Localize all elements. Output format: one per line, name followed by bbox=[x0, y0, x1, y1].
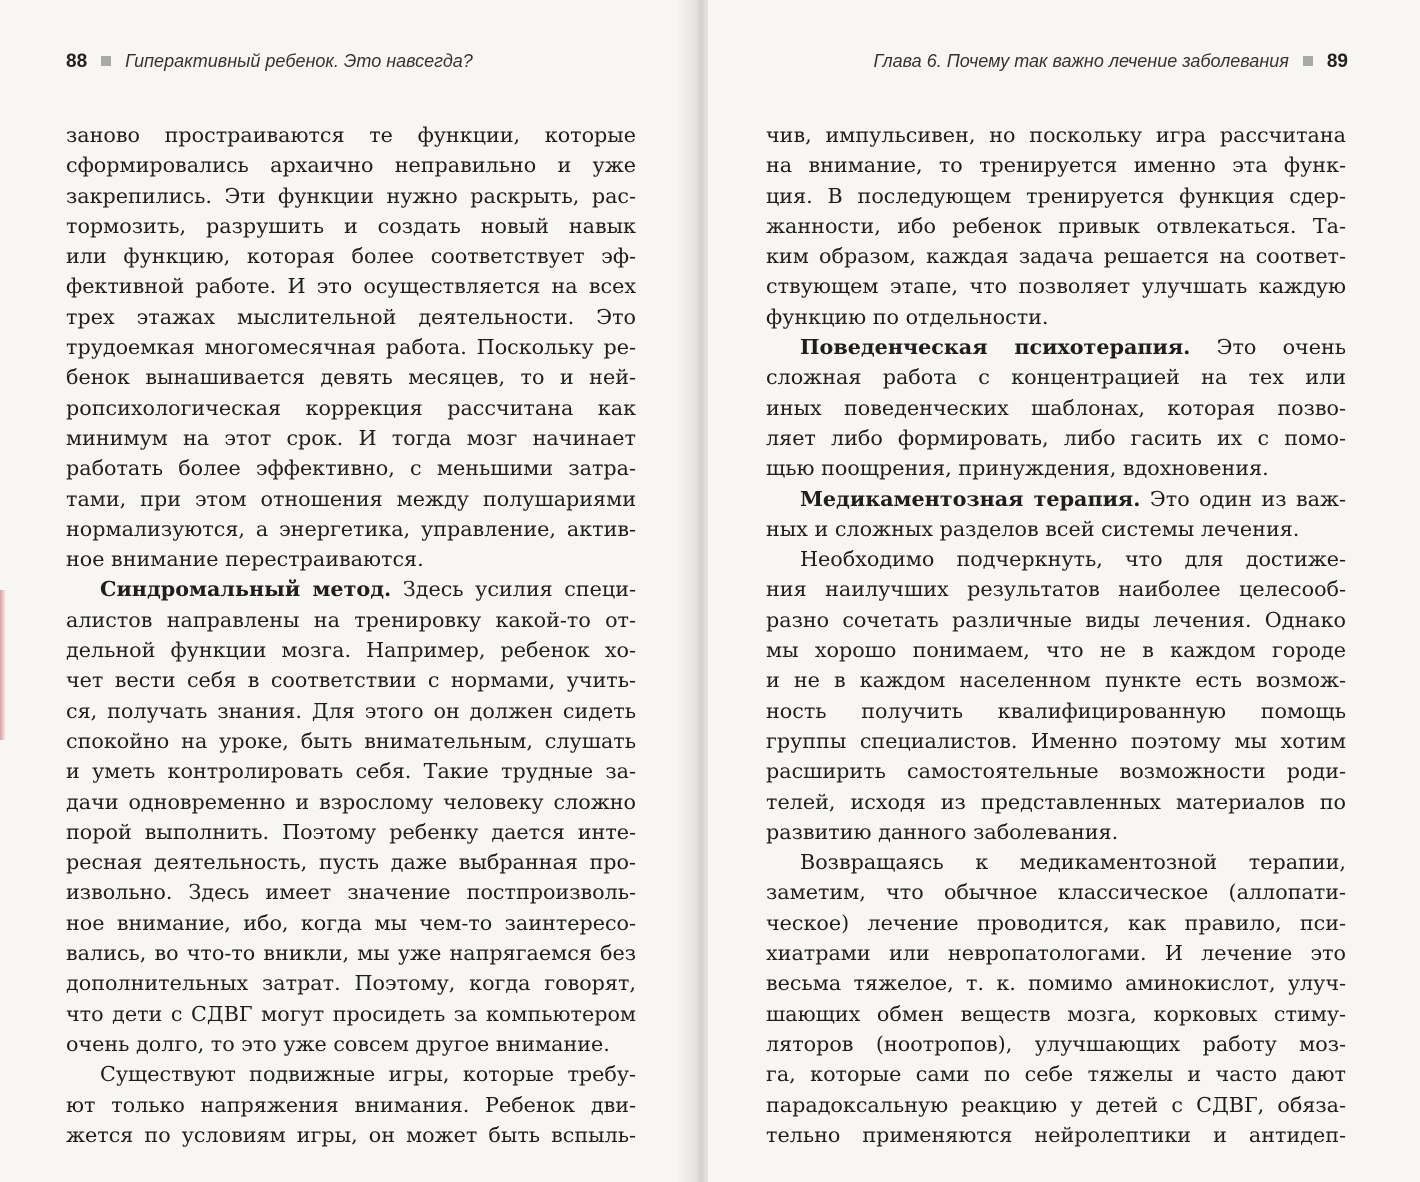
line-text: сложная работа с концентрацией на тех или bbox=[766, 365, 1346, 390]
line-text: телей, исходя из представленных материалов по bbox=[766, 789, 1346, 814]
text-line bbox=[66, 756, 636, 786]
line-text: или функцию, которая более соответствует эф- bbox=[66, 244, 636, 269]
line-text: ствующем этапе, что позволяет улучшать каждую bbox=[766, 274, 1346, 299]
text-line bbox=[66, 605, 636, 635]
text-line bbox=[66, 423, 636, 453]
paragraph-heading: Синдромальный метод. bbox=[100, 577, 392, 602]
text-line bbox=[66, 847, 636, 877]
line-text: фективной работе. И это осуществляется на всех bbox=[66, 274, 636, 299]
line-text: вались, во что-то вникли, мы уже напрягаемся без bbox=[66, 941, 636, 966]
line-text: ресная деятельность, пусть даже выбранная про- bbox=[66, 850, 636, 875]
text-line bbox=[766, 1059, 1346, 1089]
line-text: алистов направлены на тренировку какой-то от- bbox=[66, 607, 636, 632]
text-line bbox=[66, 726, 636, 756]
line-text: работать более эффективно, с меньшими затра- bbox=[66, 456, 636, 481]
text-line bbox=[766, 696, 1346, 726]
line-text: ляет либо формировать, либо гасить их с помо- bbox=[766, 425, 1346, 450]
line-text: чив, импульсивен, но поскольку игра рассчитана bbox=[766, 123, 1346, 147]
line-text: дополнительных затрат. Поэтому, когда говорят, bbox=[66, 971, 636, 996]
line-text: дельной функции мозга. Например, ребенок хо- bbox=[66, 638, 636, 663]
line-text: чет вести себя в соответствии с нормами, учить- bbox=[66, 668, 636, 693]
line-text: бенок вынашивается девять месяцев, то и ней- bbox=[66, 365, 636, 390]
line-text: га, которые сами по себе тяжелы и часто дают bbox=[766, 1062, 1346, 1087]
line-text: закрепились. Эти функции нужно раскрыть, рас- bbox=[66, 183, 636, 208]
line-text: ким образом, каждая задача решается на соответ- bbox=[766, 244, 1346, 269]
text-line bbox=[66, 696, 636, 726]
line-text: на внимание, то тренируется именно эта функ- bbox=[766, 153, 1346, 178]
text-line bbox=[766, 453, 1346, 483]
line-text: ния наилучших результатов наиболее целесооб- bbox=[766, 577, 1346, 602]
text-line bbox=[766, 1090, 1346, 1120]
text-line bbox=[766, 362, 1346, 392]
text-line bbox=[66, 211, 636, 241]
text-line bbox=[766, 150, 1346, 180]
text-line bbox=[66, 484, 636, 514]
header-square-icon bbox=[1303, 56, 1313, 66]
text-line bbox=[66, 635, 636, 665]
text-line bbox=[66, 968, 636, 998]
line-text: хиатрами или невропатологами. И лечение это bbox=[766, 941, 1346, 966]
text-line bbox=[766, 938, 1346, 968]
right-page-number: 89 bbox=[1326, 51, 1348, 72]
left-running-title: Гиперактивный ребенок. Это навсегда? bbox=[125, 51, 473, 71]
line-text: спокойно на уроке, быть внимательным, слушать bbox=[66, 728, 636, 753]
line-text: жанности, ибо ребенок привык отвлекаться. Та- bbox=[766, 213, 1346, 238]
text-line bbox=[766, 635, 1346, 665]
text-line bbox=[766, 241, 1346, 271]
left-page-number: 88 bbox=[66, 51, 88, 72]
line-text: трех этажах мыслительной деятельности. Это bbox=[66, 304, 636, 329]
line-text: дачи одновременно и взрослому человеку сложно bbox=[66, 789, 636, 814]
text-line bbox=[66, 1090, 636, 1120]
text-line bbox=[66, 1120, 636, 1150]
text-line bbox=[766, 211, 1346, 241]
text-line bbox=[766, 181, 1346, 211]
line-text: ческое) лечение проводится, как правило, пси- bbox=[766, 910, 1346, 935]
line-text: и уметь контролировать себя. Такие трудные за- bbox=[66, 759, 636, 784]
line-text: Это один из важ- bbox=[1140, 486, 1346, 511]
line-text: ропсихологическая коррекция рассчитана как bbox=[66, 395, 636, 420]
line-text: разно сочетать различные виды лечения. Однако bbox=[766, 607, 1346, 632]
text-line bbox=[66, 908, 636, 938]
line-text: ность получить квалифицированную помощь bbox=[766, 698, 1346, 723]
text-line bbox=[66, 362, 636, 392]
text-line bbox=[66, 999, 636, 1029]
text-line bbox=[766, 817, 1346, 847]
line-text: и не в каждом населенном пункте есть возмож- bbox=[766, 668, 1346, 693]
line-text: Это очень bbox=[1190, 335, 1346, 360]
text-line bbox=[66, 1059, 636, 1089]
line-text: нормализуются, а энергетика, управление, актив- bbox=[66, 516, 636, 541]
text-line bbox=[66, 1029, 636, 1059]
line-text: мы хорошо понимаем, что не в каждом городе bbox=[766, 638, 1346, 663]
text-line bbox=[66, 150, 636, 180]
text-line bbox=[766, 1029, 1346, 1059]
line-text: порой выполнить. Поэтому ребенку дается инте- bbox=[66, 819, 636, 844]
line-text: что дети с СДВГ могут просидеть за компьютером bbox=[66, 1001, 636, 1026]
text-line bbox=[66, 787, 636, 817]
line-text: развитию данного заболевания. bbox=[766, 819, 1119, 844]
line-text: сформировались архаично неправильно и уже bbox=[66, 153, 636, 178]
text-line bbox=[66, 665, 636, 695]
line-text: щью поощрения, принуждения, вдохновения. bbox=[766, 456, 1269, 481]
line-text: заметим, что обычное классическое (аллопати- bbox=[766, 880, 1346, 905]
text-line bbox=[766, 574, 1346, 604]
text-line bbox=[66, 817, 636, 847]
text-line bbox=[66, 574, 636, 604]
text-line bbox=[766, 423, 1346, 453]
line-text: иных поведенческих шаблонах, которая позво- bbox=[766, 395, 1346, 420]
line-text: группы специалистов. Именно поэтому мы хотим bbox=[766, 728, 1346, 753]
text-line bbox=[766, 877, 1346, 907]
header-square-icon bbox=[101, 56, 111, 66]
text-line bbox=[766, 999, 1346, 1029]
line-text: ют только напряжения внимания. Ребенок дви- bbox=[66, 1092, 636, 1117]
text-line bbox=[66, 877, 636, 907]
line-text: ся, получать знания. Для этого он должен сидеть bbox=[66, 698, 636, 723]
line-text: Возвращаясь к медикаментозной терапии, bbox=[800, 850, 1346, 875]
line-text: тами, при этом отношения между полушариями bbox=[66, 486, 636, 511]
text-line bbox=[766, 484, 1346, 514]
line-text: Здесь усилия специ- bbox=[391, 577, 636, 602]
line-text: весьма тяжелое, т. к. помимо аминокислот, улуч- bbox=[766, 971, 1346, 996]
text-line bbox=[766, 968, 1346, 998]
text-line bbox=[766, 514, 1346, 544]
paragraph-heading: Медикаментозная терапия. bbox=[800, 486, 1141, 511]
line-text: ное внимание перестраиваются. bbox=[66, 547, 424, 572]
text-line bbox=[766, 1120, 1346, 1150]
text-line bbox=[766, 726, 1346, 756]
text-line bbox=[766, 787, 1346, 817]
right-running-title: Глава 6. Почему так важно лечение заболевания bbox=[873, 51, 1289, 71]
text-line bbox=[766, 271, 1346, 301]
line-text: трудоемкая многомесячная работа. Поскольку ре- bbox=[66, 335, 636, 360]
line-text: ных и сложных разделов всей системы лечения. bbox=[766, 516, 1300, 541]
right-body-text bbox=[766, 120, 1346, 1150]
line-text: функцию по отдельности. bbox=[766, 304, 1049, 329]
text-line bbox=[66, 120, 636, 150]
text-line bbox=[766, 605, 1346, 635]
line-text: ное внимание, ибо, когда мы чем-то заинтересо- bbox=[66, 910, 636, 935]
line-text: расширить самостоятельные возможности роди- bbox=[766, 759, 1346, 784]
text-line bbox=[766, 393, 1346, 423]
text-line bbox=[66, 332, 636, 362]
line-text: минимум на этот срок. И тогда мозг начинает bbox=[66, 425, 636, 450]
text-line bbox=[66, 938, 636, 968]
paragraph-heading: Поведенческая психотерапия. bbox=[800, 335, 1191, 360]
line-text: очень долго, то это уже совсем другое внимание. bbox=[66, 1031, 610, 1056]
text-line bbox=[66, 241, 636, 271]
text-line bbox=[766, 756, 1346, 786]
left-body-text bbox=[66, 120, 636, 1150]
text-line bbox=[66, 393, 636, 423]
text-line bbox=[766, 302, 1346, 332]
left-page bbox=[0, 0, 692, 1182]
text-line bbox=[766, 120, 1346, 150]
line-text: заново простраиваются те функции, которые bbox=[66, 123, 636, 147]
text-line bbox=[766, 665, 1346, 695]
text-line bbox=[766, 908, 1346, 938]
line-text: Необходимо подчеркнуть, что для достиже- bbox=[800, 547, 1346, 572]
text-line bbox=[66, 514, 636, 544]
text-line bbox=[66, 181, 636, 211]
line-text: Существуют подвижные игры, которые требу- bbox=[100, 1062, 636, 1087]
line-text: тельно применяются нейролептики и антидеп- bbox=[766, 1122, 1346, 1147]
line-text: ция. В последующем тренируется функция сдер- bbox=[766, 183, 1346, 208]
line-text: парадоксальную реакцию у детей с СДВГ, обяза- bbox=[766, 1092, 1346, 1117]
text-line bbox=[766, 332, 1346, 362]
text-line bbox=[66, 453, 636, 483]
line-text: ляторов (ноотропов), улучшающих работу моз- bbox=[766, 1031, 1346, 1056]
right-page bbox=[708, 0, 1420, 1182]
line-text: тормозить, разрушить и создать новый навык bbox=[66, 213, 636, 238]
left-header bbox=[66, 46, 473, 76]
text-line bbox=[766, 847, 1346, 877]
text-line bbox=[766, 544, 1346, 574]
line-text: извольно. Здесь имеет значение постпроизволь- bbox=[66, 880, 636, 905]
text-line bbox=[66, 271, 636, 301]
text-line bbox=[66, 544, 636, 574]
right-header bbox=[874, 46, 1348, 76]
page-edge-mark bbox=[0, 590, 6, 740]
text-line bbox=[66, 302, 636, 332]
line-text: шающих обмен веществ мозга, корковых стиму- bbox=[766, 1001, 1346, 1026]
line-text: жется по условиям игры, он может быть вспыль- bbox=[66, 1122, 636, 1147]
